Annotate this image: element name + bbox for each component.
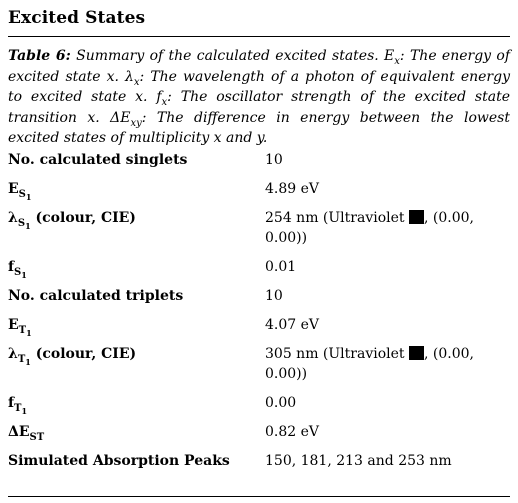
row-value-lambda-s1: 254 nm (Ultraviolet , (0.00, 0.00)) [265, 210, 474, 246]
row-label-e-s1: $E_{S_1}$ [8, 181, 32, 202]
table-row [8, 422, 510, 451]
table-caption [8, 46, 510, 149]
row-value-triplets: 10 [265, 288, 283, 304]
table-row [8, 451, 510, 480]
caption-lambda-sub: x [133, 76, 140, 88]
table-row [8, 150, 510, 179]
row-value-e-t1: 4.07 eV [265, 317, 320, 333]
caption-delta-sub: xy [130, 117, 142, 129]
row-label-peaks: Simulated Absorption Peaks [8, 453, 230, 469]
table-row [8, 393, 510, 422]
bottom-rule [8, 496, 510, 497]
caption-energy-text: : The energy of excited state x. [8, 48, 511, 85]
caption-f-sub: x [161, 97, 168, 108]
row-value-lambda-t1: 305 nm (Ultraviolet , (0.00, 0.00)) [265, 346, 474, 382]
row-label-lambda-t1: $\lambda_{T_1}$ (colour, CIE) [8, 346, 137, 367]
row-label-f-s1: $f_{S_1}$ [8, 259, 27, 280]
top-rule [8, 36, 510, 37]
row-label-delta-est: $\Delta E_{ST}$ [8, 424, 45, 443]
caption-f-text: : The oscillator strength of the excited state transition x. [8, 89, 510, 126]
row-label-e-t1: $E_{T_1}$ [8, 317, 32, 338]
table-row [8, 179, 510, 208]
table-row [8, 257, 510, 286]
caption-f-symbol: f [156, 89, 162, 105]
row-label-triplets: No. calculated triplets [8, 288, 184, 304]
caption-delta-symbol: ΔE [110, 109, 131, 126]
caption-label: Table 6: [8, 48, 71, 64]
row-label-singlets: No. calculated singlets [8, 152, 188, 168]
excited-states-table [8, 150, 510, 480]
table-row [8, 286, 510, 315]
table-row [8, 315, 510, 344]
row-value-f-s1: 0.01 [265, 259, 297, 275]
table-row [8, 208, 510, 257]
caption-energy-sub: x [394, 56, 400, 67]
colour-swatch [409, 210, 424, 224]
caption-lambda-text: : The wavelength of a photon of equivalent energy to excited state x. [8, 68, 510, 105]
row-label-lambda-s1: $\lambda_{S_1}$ (colour, CIE) [8, 210, 136, 231]
section-title: Excited States [8, 8, 146, 28]
table-row [8, 344, 510, 393]
row-value-e-s1: 4.89 eV [265, 181, 320, 197]
row-value-peaks: 150, 181, 213 and 253 nm [265, 453, 452, 469]
row-label-f-t1: $f_{T_1}$ [8, 395, 28, 416]
caption-intro: Summary of the calculated excited states. [70, 48, 385, 64]
caption-delta-text: : The difference in energy between the lowest excited states of multiplicity x and y. [8, 109, 510, 146]
row-value-f-t1: 0.00 [265, 395, 297, 411]
caption-lambda-symbol: λ [125, 68, 134, 85]
caption-energy-symbol: E [384, 48, 395, 64]
row-value-delta-est: 0.82 eV [265, 424, 320, 440]
row-value-singlets: 10 [265, 152, 283, 168]
colour-swatch [409, 346, 424, 360]
